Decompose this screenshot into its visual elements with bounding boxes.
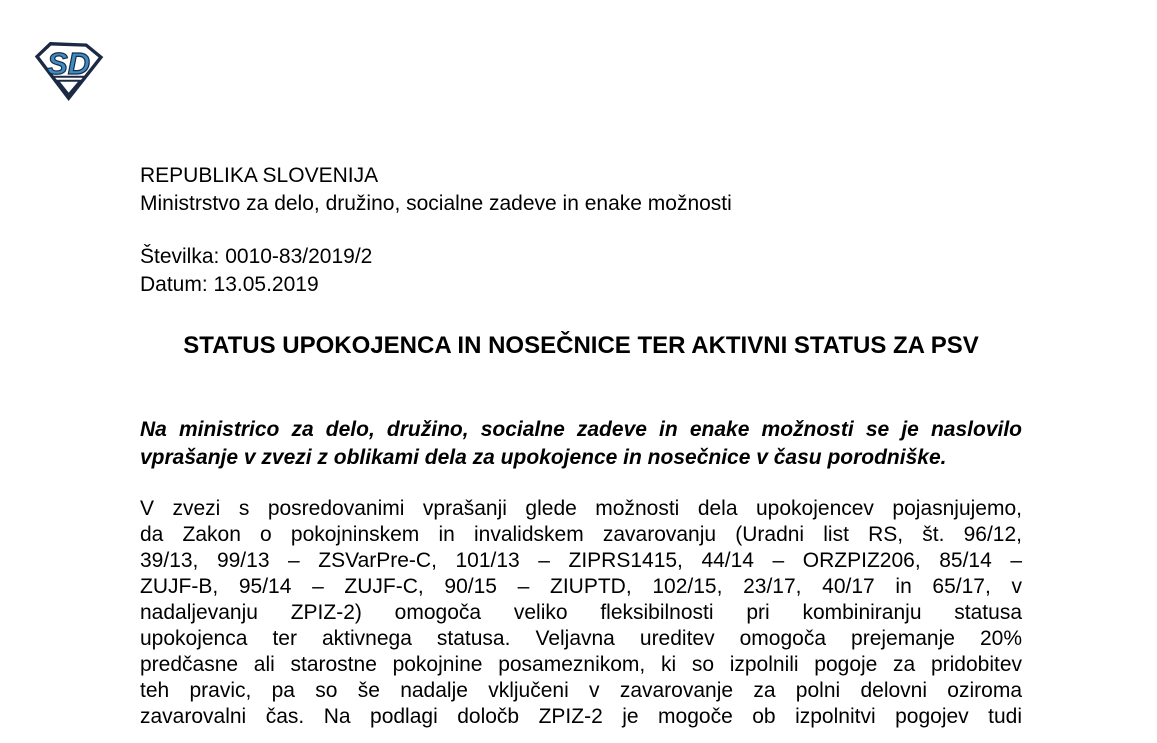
document-date-value: 13.05.2019	[213, 273, 319, 296]
paragraph-line: 39/13, 99/13 – ZSVarPre-C, 101/13 – ZIPRS1415, 44/14 – ORZPIZ206, 85/14 –	[140, 549, 1022, 572]
paragraph-line: upokojenca ter aktivnega statusa. Veljavna ureditev omogoča prejemanje 20%	[140, 627, 1022, 650]
body-paragraph	[140, 496, 1022, 730]
paragraph-line: zavarovalni čas. Na podlagi določb ZPIZ-2 je mogoče ob izpolnitvi pogojev tudi	[140, 705, 1022, 728]
paragraph-line: Na ministrico za delo, družino, socialne zadeve in enake možnosti se je naslovilo	[140, 418, 1022, 441]
paragraph-line: predčasne ali starostne pokojnine posameznikom, ki so izpolnili pogoje za pridobitev	[140, 653, 1022, 676]
sd-shield-logo-graphic	[33, 37, 107, 103]
logo-letters: SD	[47, 46, 91, 82]
letterhead-ministry: Ministrstvo za delo, družino, socialne zadeve in enake možnosti	[140, 192, 732, 215]
sd-shield-logo	[33, 37, 107, 103]
paragraph-line: ZUJF-B, 95/14 – ZUJF-C, 90/15 – ZIUPTD, 102/15, 23/17, 40/17 in 65/17, v	[140, 575, 1022, 598]
paragraph-line: da Zakon o pokojninskem in invalidskem zavarovanju (Uradni list RS, št. 96/12,	[140, 523, 1022, 546]
document-number-label: Številka:	[140, 245, 220, 268]
paragraph-line: teh pravic, pa so še nadalje vključeni v zavarovanje za polni delovni oziroma	[140, 679, 1022, 702]
letterhead-country: REPUBLIKA SLOVENIJA	[140, 164, 379, 187]
lead-paragraph	[140, 416, 1022, 472]
document-number	[140, 243, 1022, 271]
paragraph-line: V zvezi s posredovanimi vprašanji glede možnosti dela upokojencev pojasnjujemo,	[140, 497, 1022, 520]
document-date-label: Datum:	[140, 273, 208, 296]
document-title: STATUS UPOKOJENCA IN NOSEČNICE TER AKTIVNI STATUS ZA PSV	[183, 332, 979, 359]
document-number-value: 0010-83/2019/2	[225, 245, 373, 268]
letterhead	[140, 162, 1022, 218]
paragraph-line: vprašanje v zvezi z oblikami dela za upokojence in nosečnice v času porodniške.	[140, 446, 947, 469]
document-date	[140, 271, 1022, 299]
document-content	[140, 0, 1022, 730]
document-meta	[140, 243, 1022, 299]
paragraph-line: nadaljevanju ZPIZ-2) omogoča veliko fleksibilnosti pri kombiniranju statusa	[140, 601, 1022, 624]
